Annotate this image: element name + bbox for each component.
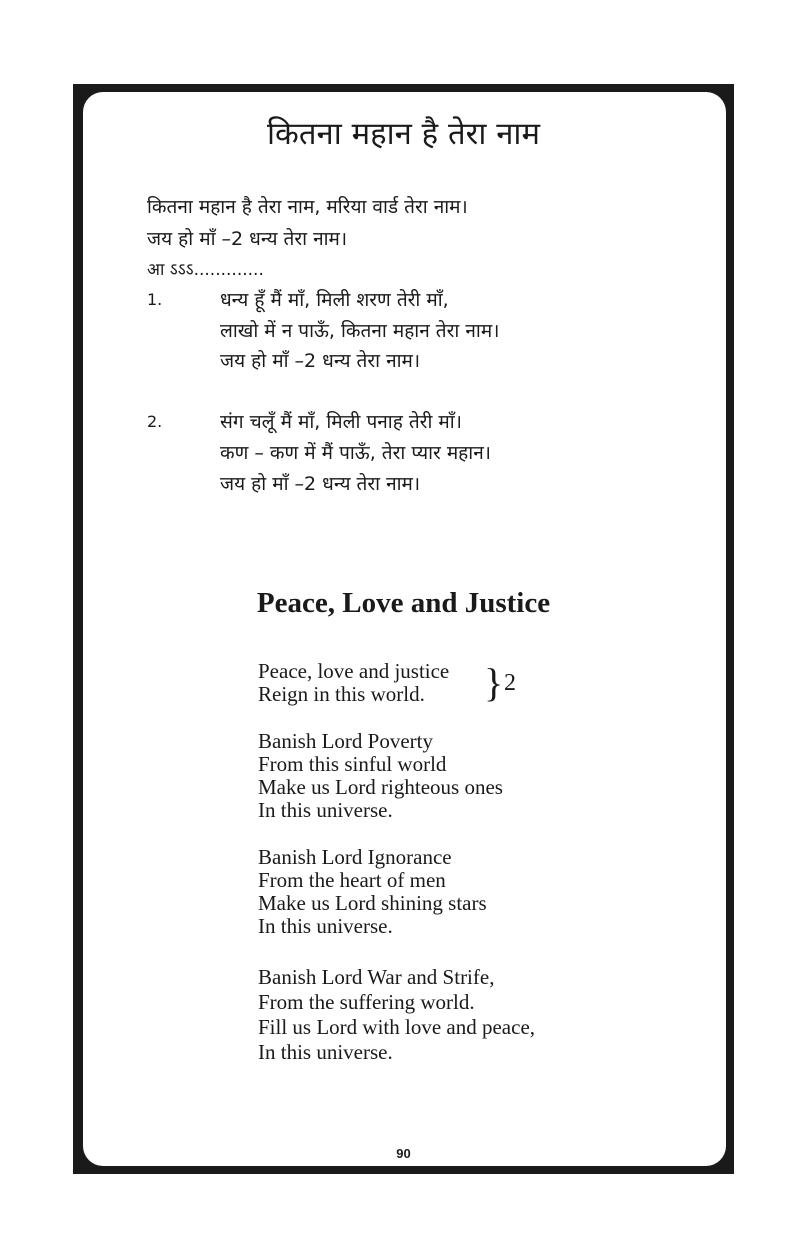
repeat-count: 2 (504, 670, 516, 696)
verse-1-line-2: लाखो में न पाऊँ, कितना महान तेरा नाम। (220, 320, 500, 342)
verse-1-line-3: जय हो माँ –2 धन्य तेरा नाम। (220, 350, 421, 372)
stanza-2-line-3: Make us Lord shining stars (258, 891, 487, 915)
stanza-1-line-2: From this sinful world (258, 752, 447, 776)
repeat-brace: } (484, 660, 504, 705)
hymn1-refrain-line-2: जय हो माँ –2 धन्य तेरा नाम। (147, 228, 348, 250)
stanza-3-line-3: Fill us Lord with love and peace, (258, 1015, 536, 1039)
stanza-2-line-2: From the heart of men (258, 868, 446, 892)
stanza-2-line-4: In this universe. (258, 914, 393, 938)
stanza-3-line-1: Banish Lord War and Strife, (258, 965, 495, 989)
hymn1-refrain-line-1: कितना महान है तेरा नाम, मरिया वार्ड तेरा नाम। (147, 196, 468, 218)
verse-2-line-2: कण – कण में मैं पाऊँ, तेरा प्यार महान। (220, 442, 491, 464)
page-number: 90 (396, 1146, 411, 1161)
verse-1-number: 1. (147, 290, 163, 309)
stanza-1-line-3: Make us Lord righteous ones (258, 775, 503, 799)
hymn1-refrain-line-3: आ ऽऽऽ............. (147, 260, 264, 280)
hymn1-title: कितना महान है तेरा नाम (266, 116, 540, 152)
stanza-3-line-2: From the suffering world. (258, 990, 475, 1014)
hymn2-title: Peace, Love and Justice (256, 587, 551, 619)
chorus-line-2: Reign in this world. (258, 682, 425, 706)
chorus-line-1: Peace, love and justice (258, 659, 450, 683)
verse-1-line-1: धन्य हूँ मैं माँ, मिली शरण तेरी माँ, (220, 289, 449, 311)
verse-2-number: 2. (147, 412, 163, 431)
verse-2-line-1: संग चलूँ मैं माँ, मिली पनाह तेरी माँ। (220, 411, 462, 433)
stanza-3-line-4: In this universe. (258, 1040, 393, 1064)
stanza-1-line-1: Banish Lord Poverty (258, 729, 433, 753)
verse-2-line-3: जय हो माँ –2 धन्य तेरा नाम। (220, 473, 421, 495)
stanza-1-line-4: In this universe. (258, 798, 393, 822)
stanza-2-line-1: Banish Lord Ignorance (258, 845, 452, 869)
